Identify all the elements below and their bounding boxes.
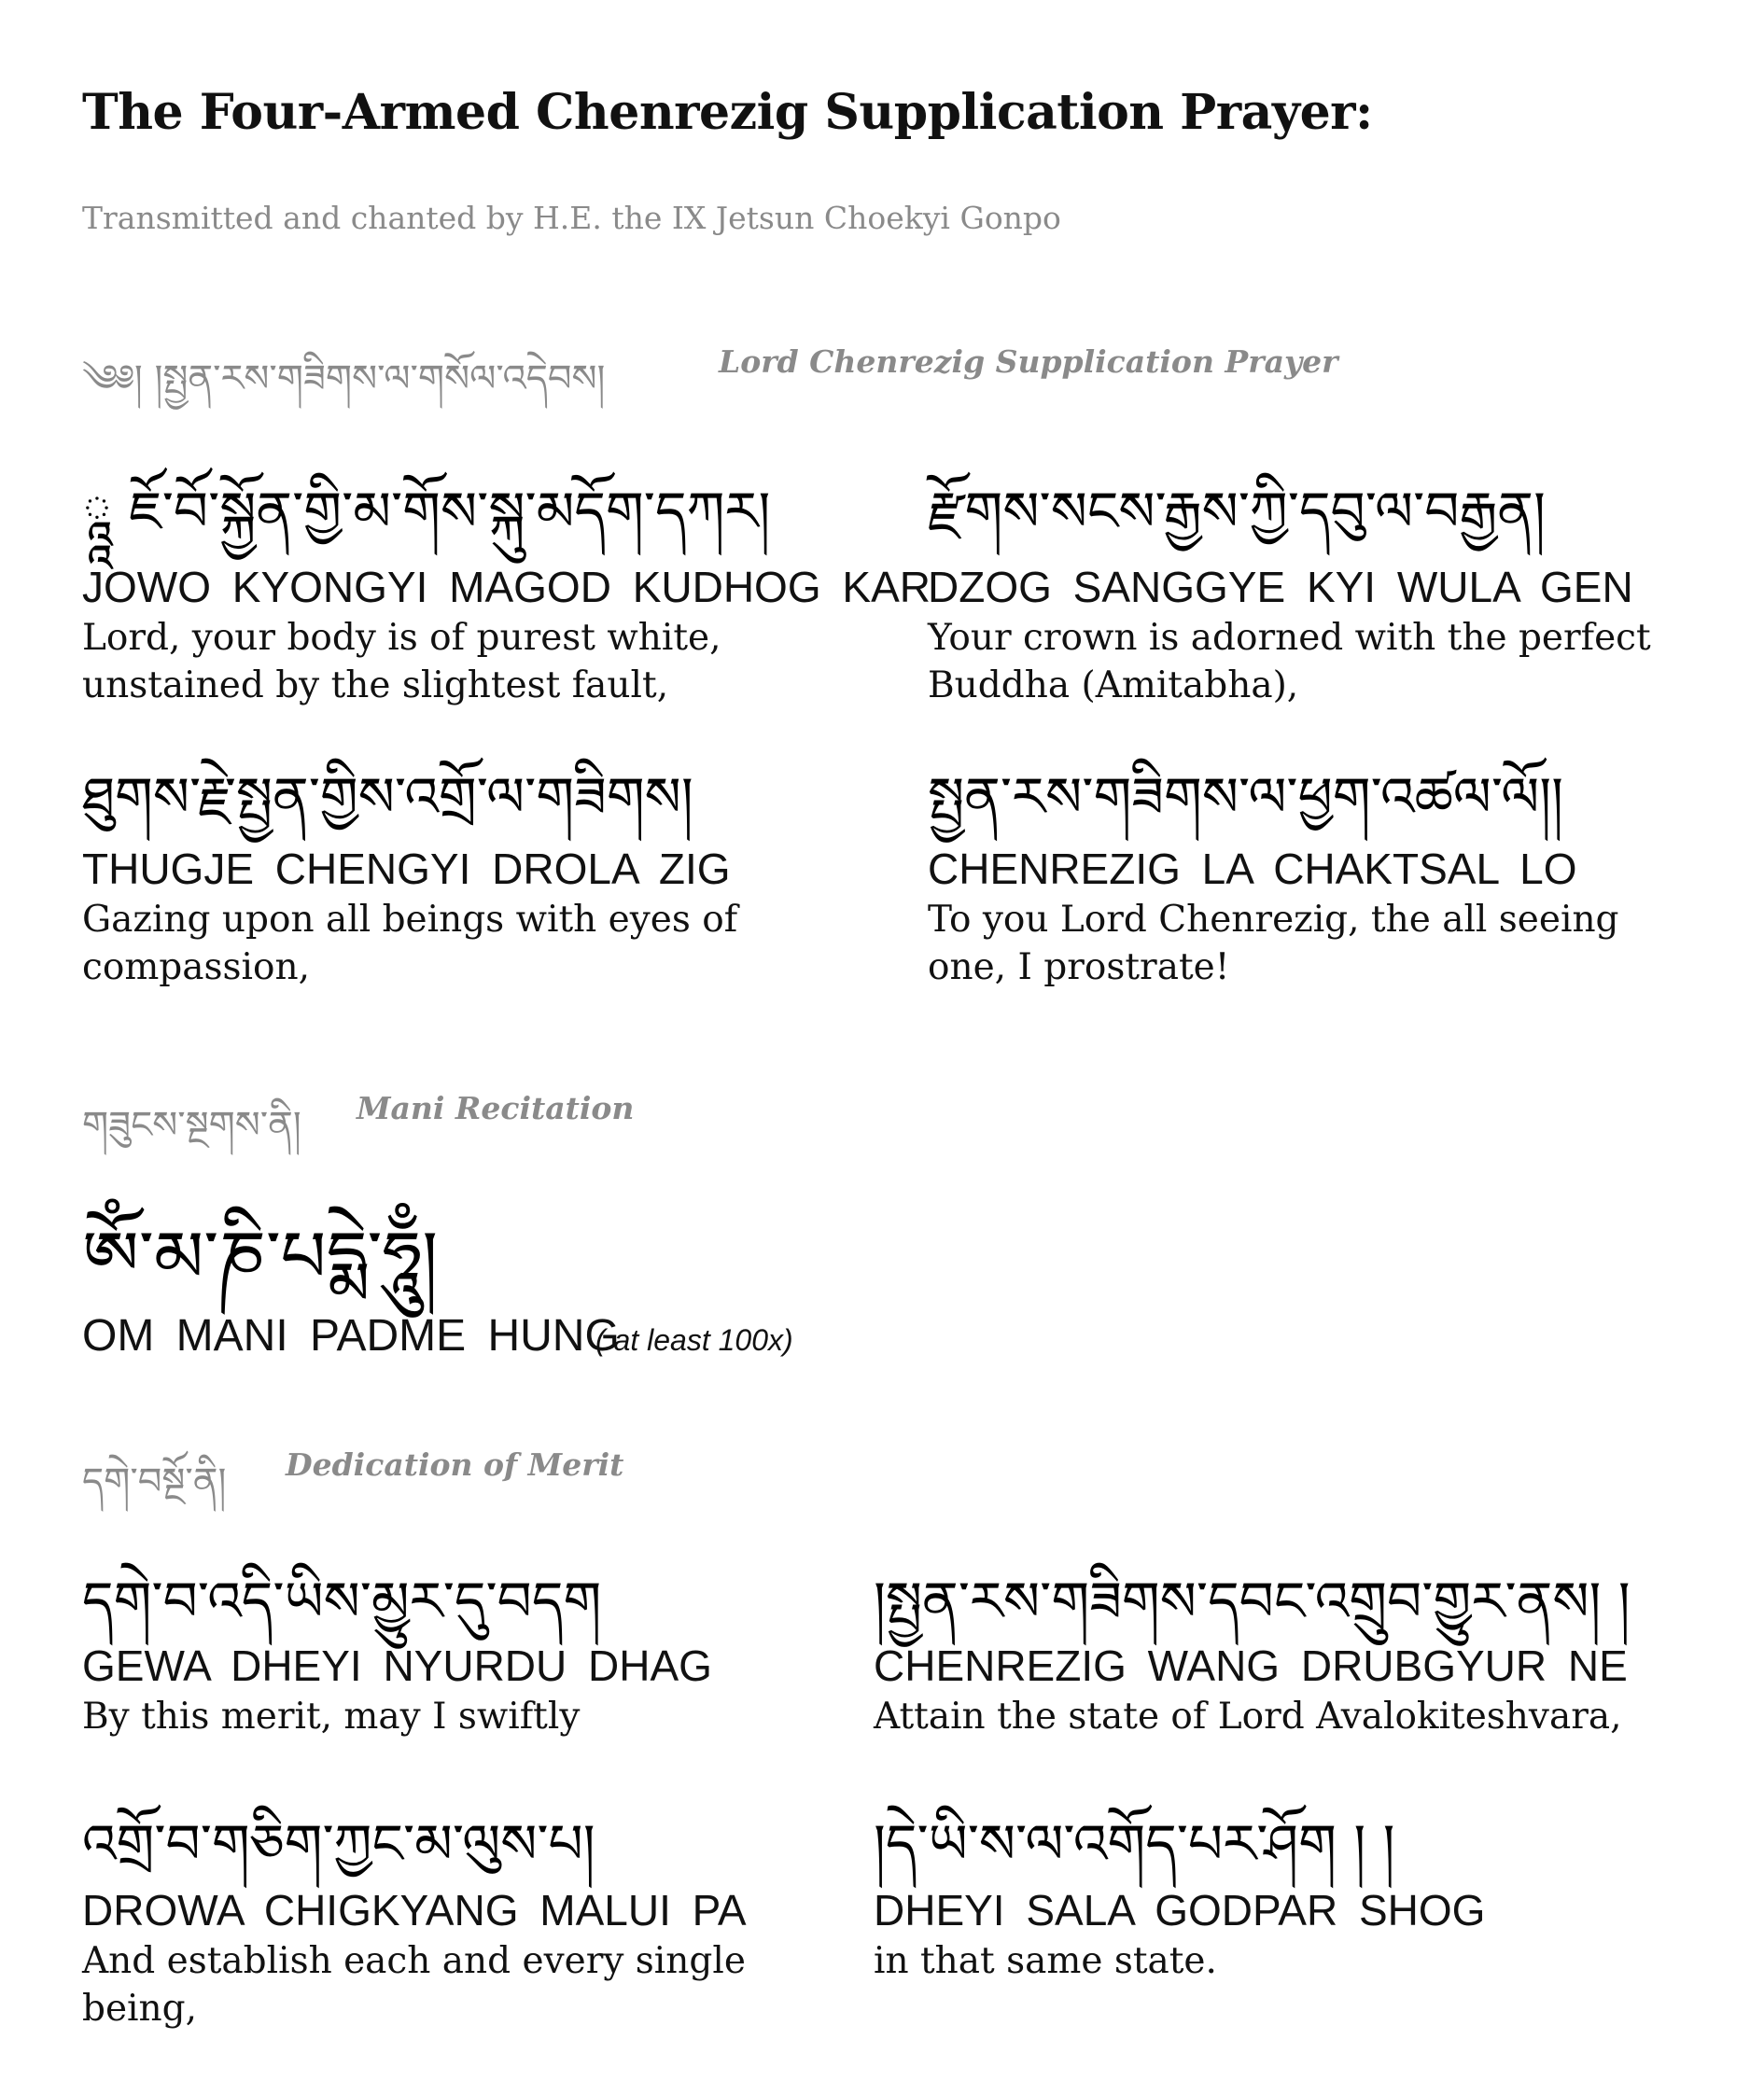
- verse-transliteration: JOWO KYONGYI MAGOD KUDHOG KAR: [82, 563, 931, 611]
- verse-transliteration: DHEYI SALA GODPAR SHOG: [874, 1886, 1486, 1934]
- mani-mantra-tibetan: ཨོཾ་མ་ཎི་པདྨེ་ཧཱུྃ།: [82, 1215, 439, 1298]
- document-title: The Four-Armed Chenrezig Supplication Prayer:: [82, 84, 1373, 141]
- mani-mantra-transliteration: OM MANI PADME HUNG: [82, 1311, 620, 1361]
- verse-transliteration: CHENREZIG WANG DRUBGYUR NE: [874, 1641, 1628, 1690]
- verse-tibetan: སྤྱན་རས་གཟིགས་ལ་ཕྱག་འཚལ་ལོ།།: [928, 765, 1563, 829]
- verse-transliteration: CHENREZIG LA CHAKTSAL LO: [928, 845, 1577, 893]
- verse-tibetan: ཐུགས་རྗེ་སྤྱན་གྱིས་འགྲོ་ལ་གཟིགས།: [82, 765, 693, 829]
- dedication-section-label: Dedication of Merit: [286, 1446, 624, 1483]
- verse-translation: By this merit, may I swiftly: [82, 1696, 581, 1738]
- verse-tibetan: རྫོགས་སངས་རྒྱས་ཀྱི་དབུ་ལ་བརྒྱན།: [928, 480, 1546, 543]
- verse-transliteration: DROWA CHIGKYANG MALUI PA: [82, 1886, 747, 1934]
- mani-section-label: Mani Recitation: [357, 1090, 635, 1126]
- verse-transliteration: DZOG SANGGYE KYI WULA GEN: [928, 563, 1633, 611]
- verse-tibetan: འགྲོ་བ་གཅིག་ཀྱང་མ་ལུས་པ།: [82, 1812, 595, 1876]
- verse-transliteration: GEWA DHEYI NYURDU DHAG: [82, 1641, 712, 1690]
- recitation-count-note: ( at least 100x): [595, 1323, 793, 1357]
- verse-translation: Lord, your body is of purest white, unstained by the slightest fault,: [82, 617, 721, 706]
- verse-tibetan: དགེ་བ་འདི་ཡིས་མྱུར་དུ་བདག: [82, 1570, 602, 1633]
- mani-tibetan-heading: གཟུངས་སྔགས་ནི།: [82, 1104, 301, 1147]
- verse-tibetan: ཱཱ ཇོ་བོ་སྐྱོན་གྱི་མ་གོས་སྐུ་མདོག་དཀར།: [82, 480, 771, 543]
- verse-translation: Gazing upon all beings with eyes of compassion,: [82, 899, 738, 988]
- verse-translation: in that same state.: [874, 1940, 1217, 1982]
- supplication-tibetan-heading: ༄༅། །སྤྱན་རས་གཟིགས་ལ་གསོལ་འདེབས།: [82, 357, 606, 400]
- supplication-section-label: Lord Chenrezig Supplication Prayer: [719, 343, 1338, 380]
- document-subtitle: Transmitted and chanted by H.E. the IX Jetsun Choekyi Gonpo: [82, 200, 1061, 236]
- verse-translation: And establish each and every single being,: [82, 1940, 746, 2030]
- verse-translation: To you Lord Chenrezig, the all seeing one, I prostrate!: [928, 899, 1619, 988]
- verse-translation: Your crown is adorned with the perfect Buddha (Amitabha),: [928, 617, 1651, 706]
- verse-transliteration: THUGJE CHENGYI DROLA ZIG: [82, 845, 731, 893]
- verse-translation: Attain the state of Lord Avalokiteshvara,: [874, 1696, 1622, 1738]
- verse-tibetan: །དེ་ཡི་ས་ལ་འགོད་པར་ཤོག ། །: [874, 1812, 1395, 1876]
- verse-tibetan: །སྤྱན་རས་གཟིགས་དབང་འགྲུབ་གྱུར་ནས། །: [874, 1570, 1631, 1633]
- dedication-tibetan-heading: དགེ་བསྔོ་ནི།: [82, 1460, 227, 1503]
